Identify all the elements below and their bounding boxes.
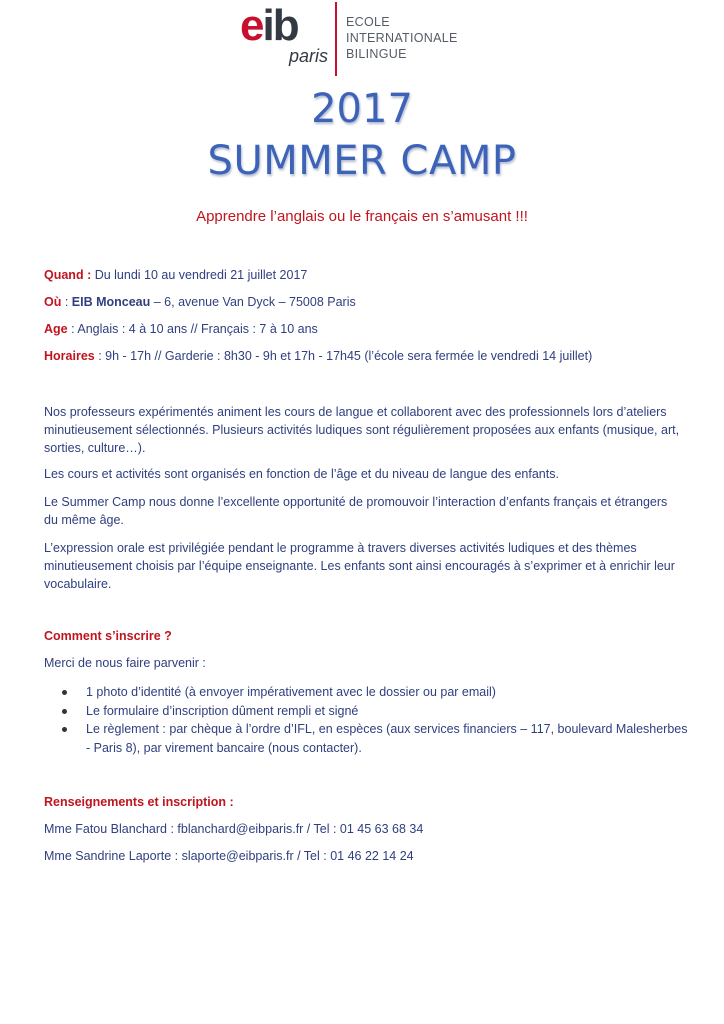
info-horaires-label: Horaires bbox=[44, 349, 95, 363]
school-logo bbox=[240, 0, 480, 80]
info-horaires-value: 9h - 17h // Garderie : 8h30 - 9h et 17h - 17h45 (l’école sera fermée le vendredi 14 juillet) bbox=[105, 349, 593, 363]
contact-line: Mme Fatou Blanchard : fblanchard@eibparis.fr / Tel : 01 45 63 68 34 bbox=[44, 822, 424, 836]
subtitle: Apprendre l’anglais ou le français en s’amusant !!! bbox=[196, 208, 528, 225]
paragraph: Le Summer Camp nous donne l’excellente opportunité de promouvoir l’interaction d’enfants français et étrangers du même âge. bbox=[44, 495, 668, 527]
list-item-text: Le formulaire d’inscription dûment rempli et signé bbox=[86, 703, 359, 718]
paragraph: Les cours et activités sont organisés en fonction de l’âge et du niveau de langue des enfants. bbox=[44, 467, 559, 481]
logo-school-line: ECOLE bbox=[346, 15, 390, 29]
logo-school-line: BILINGUE bbox=[346, 47, 407, 61]
info-age bbox=[44, 320, 318, 338]
info-age-label: Age bbox=[44, 322, 68, 336]
bullet-icon bbox=[62, 727, 67, 732]
inscription-heading: Comment s’inscrire ? bbox=[44, 629, 172, 643]
label-separator: : bbox=[94, 349, 106, 363]
inscription-intro: Merci de nous faire parvenir : bbox=[44, 656, 206, 670]
info-quand bbox=[44, 266, 307, 284]
info-horaires bbox=[44, 347, 592, 365]
paragraph: L’expression orale est privilégiée pendant le programme à travers diverses activités ludiques et des thèmes minutieusement choisis par l’équipe enseignante. Les enfants sont ainsi encouragés à s’exprimer et à enrichir leur vocabulaire. bbox=[44, 541, 675, 591]
info-quand-value: Du lundi 10 au vendredi 21 juillet 2017 bbox=[94, 268, 308, 282]
bullet-icon bbox=[62, 709, 67, 714]
info-ou-label: Où bbox=[44, 295, 62, 309]
contact-line: Mme Sandrine Laporte : slaporte@eibparis.fr / Tel : 01 46 22 14 24 bbox=[44, 849, 414, 863]
title-year: 2017 bbox=[311, 86, 413, 132]
list-item-text: 1 photo d’identité (à envoyer impérativement avec le dossier ou par email) bbox=[86, 685, 496, 699]
info-age-value: Anglais : 4 à 10 ans // Français : 7 à 10 ans bbox=[77, 322, 318, 336]
info-quand-label: Quand bbox=[44, 268, 84, 282]
label-separator: : bbox=[67, 322, 78, 336]
bullet-icon bbox=[62, 690, 67, 695]
logo-brand-rest: ib bbox=[262, 1, 298, 50]
logo-school-name bbox=[346, 14, 458, 62]
info-ou-value: – 6, avenue Van Dyck – 75008 Paris bbox=[150, 295, 356, 309]
info-ou-place: EIB Monceau bbox=[71, 295, 151, 309]
label-separator: : bbox=[61, 295, 72, 309]
list-item bbox=[62, 702, 692, 721]
logo-city: paris bbox=[289, 46, 329, 66]
logo-school-line: INTERNATIONALE bbox=[346, 31, 458, 45]
logo-brand bbox=[240, 2, 298, 50]
logo-brand-accent: e bbox=[240, 1, 263, 50]
inscription-list bbox=[62, 683, 692, 757]
paragraph: Nos professeurs expérimentés animent les cours de langue et collaborent avec des professionnels lors d’ateliers minutieusement sélectionnés. Plusieurs activités ludiques sont régulièrement proposées aux enfants (musique, art, sorties, culture…). bbox=[44, 405, 680, 455]
info-ou bbox=[44, 293, 356, 311]
list-item-text: Le règlement : par chèque à l’ordre d’IFL, en espèces (aux services financiers – 117, boulevard Malesherbes - Paris 8), par virement bancaire (nous contacter). bbox=[86, 722, 688, 755]
label-separator: : bbox=[83, 268, 95, 282]
page-title: SUMMER CAMP bbox=[207, 138, 517, 184]
list-item bbox=[62, 720, 692, 757]
list-item bbox=[62, 683, 692, 702]
contacts-heading: Renseignements et inscription : bbox=[44, 795, 234, 809]
logo-divider bbox=[335, 2, 337, 76]
